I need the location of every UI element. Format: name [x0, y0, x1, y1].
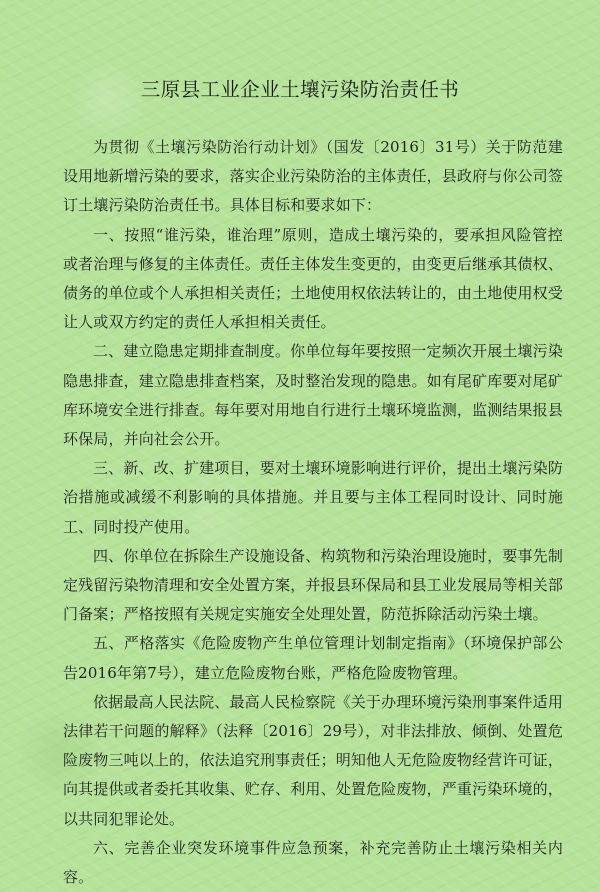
clause-3-paragraph: 三、新、改、扩建项目，要对土壤环境影响进行评价，提出土壤污染防治措施或减缓不利影响的具体措施。并且要与主体工程同时设计、同时施工、同时投产使用。: [63, 459, 563, 536]
clause-2-paragraph: 二、建立隐患定期排查制度。你单位每年要按照一定频次开展土壤污染隐患排查，建立隐患排查档案，及时整治发现的隐患。如有尾矿库要对尾矿库环境安全进行排查。每年要对用地自行进行土壤环境监测，监测结果报县环保局，并向社会公开。: [63, 342, 563, 449]
clause-1-paragraph: 一、按照“谁污染，谁治理”原则，造成土壤污染的，要承担风险管控或者治理与修复的主体责任。责任主体发生变更的，由变更后继承其债权、债务的单位或个人承担相关责任；土地使用权依法转让的，由土地使用权受让人或双方约定的责任人承担相关责任。: [63, 225, 563, 332]
document-title: 三原县工业企业土壤污染防治责任书: [140, 78, 460, 101]
intro-paragraph: 为贯彻《土壤污染防治行动计划》（国发〔2016〕31号）关于防范建设用地新增污染的要求，落实企业污染防治的主体责任，县政府与你公司签订土壤污染防治责任书。具体目标和要求如下：: [63, 138, 563, 215]
clause-5-paragraph: 五、严格落实《危险废物产生单位管理计划制定指南》（环境保护部公告2016年第7号），建立危险废物台账，严格危险废物管理。: [63, 634, 563, 682]
clause-6-paragraph: 六、完善企业突发环境事件应急预案，补充完善防止土壤污染相关内容。: [63, 838, 563, 887]
legal-basis-paragraph: 依据最高人民法院、最高人民检察院《关于办理环境污染刑事案件适用法律若干问题的解释》（法释〔2016〕29号），对非法排放、倾倒、处置危险废物三吨以上的，依法追究刑事责任；明知他人无危险废物经营许可证，向其提供或者委托其收集、贮存、利用、处置危险废物，严重污染环境的，以共同犯罪论处。: [63, 692, 563, 828]
clause-4-paragraph: 四、你单位在拆除生产设施设备、构筑物和污染治理设施时，要事先制定残留污染物清理和安全处置方案，并报县环保局和县工业发展局等相关部门备案；严格按照有关规定实施安全处理处置，防范拆除活动污染土壤。: [63, 546, 563, 624]
document-body: [63, 133, 563, 892]
